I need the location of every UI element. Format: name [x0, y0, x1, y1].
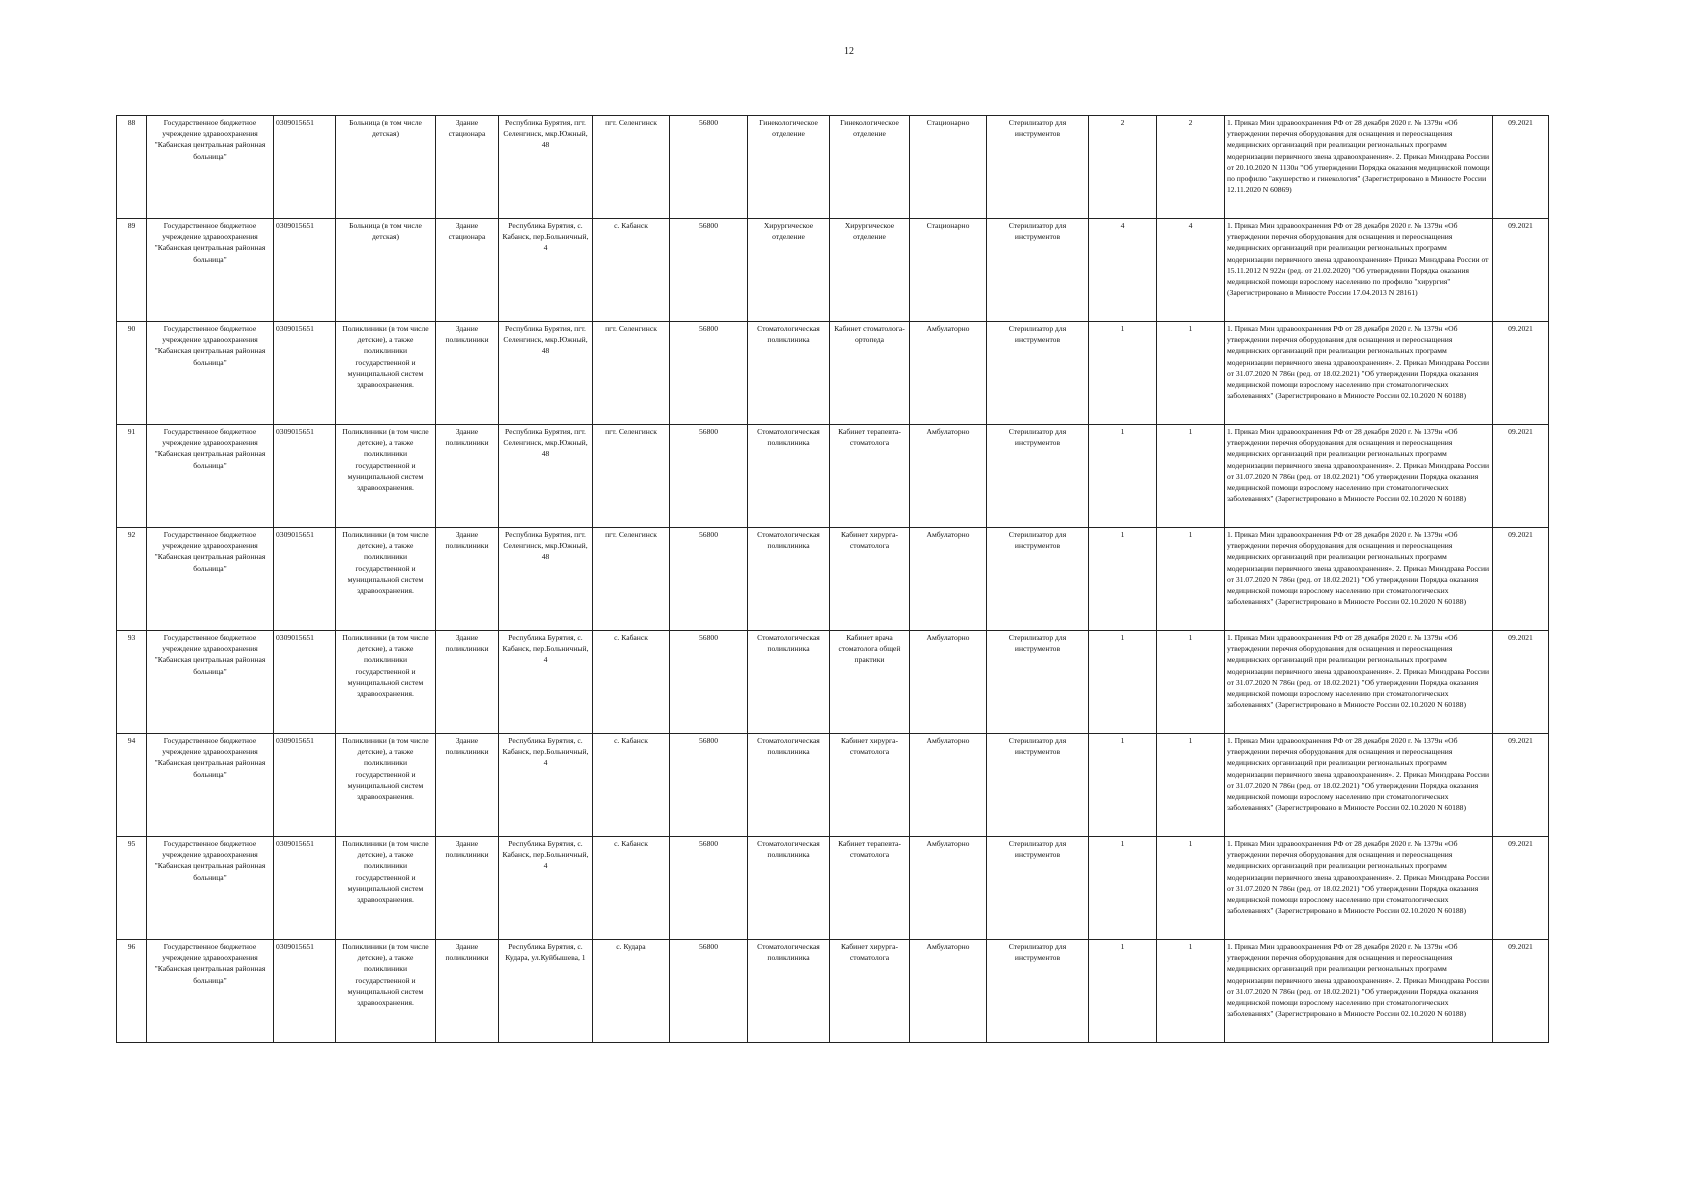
subdepartment-cell: Кабинет хирурга-стоматолога	[830, 940, 910, 1043]
oktmo-code-cell: 56800	[670, 631, 748, 734]
settlement-cell: с. Кабанск	[593, 837, 670, 940]
oktmo-code-cell: 56800	[670, 940, 748, 1043]
inn-code-cell: 0309015651	[274, 528, 336, 631]
care-form-cell: Амбулаторно	[910, 322, 987, 425]
equipment-name-cell: Стерилизатор для инструментов	[987, 219, 1089, 322]
oktmo-code-cell: 56800	[670, 219, 748, 322]
organization-name-cell: Государственное бюджетное учреждение здравоохранения "Кабанская центральная районная больница"	[147, 425, 274, 528]
table-row	[117, 631, 1549, 734]
row-number-cell: 95	[117, 837, 147, 940]
department-cell: Стоматологическая поликлиника	[748, 631, 830, 734]
subdepartment-cell: Хирургическое отделение	[830, 219, 910, 322]
delivery-date-cell: 09.2021	[1493, 425, 1549, 528]
inn-code-cell: 0309015651	[274, 940, 336, 1043]
settlement-cell: пгт. Селенгинск	[593, 528, 670, 631]
building-type-cell: Здание поликлиники	[436, 940, 499, 1043]
quantity-planned-cell: 1	[1157, 734, 1225, 837]
subdepartment-cell: Кабинет терапевта-стоматолога	[830, 425, 910, 528]
quantity-planned-cell: 1	[1157, 940, 1225, 1043]
care-form-cell: Стационарно	[910, 116, 987, 219]
delivery-date-cell: 09.2021	[1493, 116, 1549, 219]
subdepartment-cell: Гинекологическое отделение	[830, 116, 910, 219]
legal-basis-cell: 1. Приказ Мин здравоохранения РФ от 28 декабря 2020 г. № 1379н «Об утверждении перечня оборудования для оснащения и переоснащения медицинских организаций при реализации региональных программ модернизации первичного звена здравоохранения». 2. Приказ Минздрава России от 31.07.2020 N 786н (ред. от 18.02.2021) "Об утверждении Порядка оказания медицинской помощи взрослому населению при стоматологических заболеваниях" (Зарегистрировано в Минюсте России 02.10.2020 N 60188)	[1225, 528, 1493, 631]
quantity-required-cell: 1	[1089, 425, 1157, 528]
address-cell: Республика Бурятия, пгт. Селенгинск, мкр.Южный, 48	[499, 322, 593, 425]
department-cell: Стоматологическая поликлиника	[748, 837, 830, 940]
oktmo-code-cell: 56800	[670, 425, 748, 528]
department-cell: Стоматологическая поликлиника	[748, 940, 830, 1043]
row-number-cell: 94	[117, 734, 147, 837]
legal-basis-cell: 1. Приказ Мин здравоохранения РФ от 28 декабря 2020 г. № 1379н «Об утверждении перечня оборудования для оснащения и переоснащения медицинских организаций при реализации региональных программ модернизации первичного звена здравоохранения». 2. Приказ Минздрава России от 31.07.2020 N 786н (ред. от 18.02.2021) "Об утверждении Порядка оказания медицинской помощи взрослому населению при стоматологических заболеваниях" (Зарегистрировано в Минюсте России 02.10.2020 N 60188)	[1225, 631, 1493, 734]
quantity-required-cell: 1	[1089, 940, 1157, 1043]
delivery-date-cell: 09.2021	[1493, 734, 1549, 837]
table-row	[117, 940, 1549, 1043]
building-type-cell: Здание поликлиники	[436, 425, 499, 528]
oktmo-code-cell: 56800	[670, 837, 748, 940]
inn-code-cell: 0309015651	[274, 425, 336, 528]
care-form-cell: Амбулаторно	[910, 734, 987, 837]
care-form-cell: Амбулаторно	[910, 425, 987, 528]
inn-code-cell: 0309015651	[274, 219, 336, 322]
quantity-required-cell: 2	[1089, 116, 1157, 219]
delivery-date-cell: 09.2021	[1493, 631, 1549, 734]
facility-type-cell: Поликлиники (в том числе детские), а также поликлиники государственной и муниципальной систем здравоохранения.	[336, 940, 436, 1043]
quantity-required-cell: 1	[1089, 631, 1157, 734]
oktmo-code-cell: 56800	[670, 528, 748, 631]
table-row	[117, 837, 1549, 940]
table-row	[117, 219, 1549, 322]
equipment-name-cell: Стерилизатор для инструментов	[987, 837, 1089, 940]
organization-name-cell: Государственное бюджетное учреждение здравоохранения "Кабанская центральная районная больница"	[147, 631, 274, 734]
delivery-date-cell: 09.2021	[1493, 219, 1549, 322]
table-row	[117, 528, 1549, 631]
equipment-name-cell: Стерилизатор для инструментов	[987, 631, 1089, 734]
delivery-date-cell: 09.2021	[1493, 528, 1549, 631]
delivery-date-cell: 09.2021	[1493, 837, 1549, 940]
care-form-cell: Амбулаторно	[910, 631, 987, 734]
row-number-cell: 96	[117, 940, 147, 1043]
subdepartment-cell: Кабинет хирурга-стоматолога	[830, 734, 910, 837]
subdepartment-cell: Кабинет стоматолога-ортопеда	[830, 322, 910, 425]
department-cell: Гинекологическое отделение	[748, 116, 830, 219]
inn-code-cell: 0309015651	[274, 116, 336, 219]
row-number-cell: 90	[117, 322, 147, 425]
table-row	[117, 734, 1549, 837]
care-form-cell: Стационарно	[910, 219, 987, 322]
inn-code-cell: 0309015651	[274, 837, 336, 940]
subdepartment-cell: Кабинет хирурга-стоматолога	[830, 528, 910, 631]
settlement-cell: с. Кабанск	[593, 734, 670, 837]
quantity-planned-cell: 1	[1157, 528, 1225, 631]
building-type-cell: Здание поликлиники	[436, 322, 499, 425]
equipment-name-cell: Стерилизатор для инструментов	[987, 425, 1089, 528]
table-row	[117, 322, 1549, 425]
address-cell: Республика Бурятия, с. Кабанск, пер.Больничный, 4	[499, 734, 593, 837]
care-form-cell: Амбулаторно	[910, 940, 987, 1043]
department-cell: Стоматологическая поликлиника	[748, 528, 830, 631]
inn-code-cell: 0309015651	[274, 322, 336, 425]
organization-name-cell: Государственное бюджетное учреждение здравоохранения "Кабанская центральная районная больница"	[147, 734, 274, 837]
subdepartment-cell: Кабинет врача стоматолога общей практики	[830, 631, 910, 734]
care-form-cell: Амбулаторно	[910, 528, 987, 631]
building-type-cell: Здание стационара	[436, 219, 499, 322]
row-number-cell: 93	[117, 631, 147, 734]
department-cell: Стоматологическая поликлиника	[748, 425, 830, 528]
inn-code-cell: 0309015651	[274, 631, 336, 734]
inn-code-cell: 0309015651	[274, 734, 336, 837]
address-cell: Республика Бурятия, пгт. Селенгинск, мкр.Южный, 48	[499, 528, 593, 631]
quantity-planned-cell: 1	[1157, 322, 1225, 425]
delivery-date-cell: 09.2021	[1493, 322, 1549, 425]
quantity-planned-cell: 1	[1157, 631, 1225, 734]
quantity-required-cell: 1	[1089, 734, 1157, 837]
facility-type-cell: Поликлиники (в том числе детские), а также поликлиники государственной и муниципальной систем здравоохранения.	[336, 425, 436, 528]
delivery-date-cell: 09.2021	[1493, 940, 1549, 1043]
building-type-cell: Здание поликлиники	[436, 734, 499, 837]
settlement-cell: с. Кудара	[593, 940, 670, 1043]
legal-basis-cell: 1. Приказ Мин здравоохранения РФ от 28 декабря 2020 г. № 1379н «Об утверждении перечня оборудования для оснащения и переоснащения медицинских организаций при реализации региональных программ модернизации первичного звена здравоохранения». 2. Приказ Минздрава России от 31.07.2020 N 786н (ред. от 18.02.2021) "Об утверждении Порядка оказания медицинской помощи взрослому населению при стоматологических заболеваниях" (Зарегистрировано в Минюсте России 02.10.2020 N 60188)	[1225, 322, 1493, 425]
organization-name-cell: Государственное бюджетное учреждение здравоохранения "Кабанская центральная районная больница"	[147, 116, 274, 219]
oktmo-code-cell: 56800	[670, 734, 748, 837]
quantity-required-cell: 1	[1089, 837, 1157, 940]
address-cell: Республика Бурятия, с. Кабанск, пер.Больничный, 4	[499, 219, 593, 322]
address-cell: Республика Бурятия, с. Кудара, ул.Куйбышева, 1	[499, 940, 593, 1043]
quantity-required-cell: 1	[1089, 528, 1157, 631]
building-type-cell: Здание поликлиники	[436, 631, 499, 734]
page-number: 12	[844, 46, 854, 57]
equipment-name-cell: Стерилизатор для инструментов	[987, 528, 1089, 631]
organization-name-cell: Государственное бюджетное учреждение здравоохранения "Кабанская центральная районная больница"	[147, 322, 274, 425]
facility-type-cell: Поликлиники (в том числе детские), а также поликлиники государственной и муниципальной систем здравоохранения.	[336, 631, 436, 734]
quantity-required-cell: 1	[1089, 322, 1157, 425]
facility-type-cell: Больница (в том числе детская)	[336, 116, 436, 219]
legal-basis-cell: 1. Приказ Мин здравоохранения РФ от 28 декабря 2020 г. № 1379н «Об утверждении перечня оборудования для оснащения и переоснащения медицинских организаций при реализации региональных программ модернизации первичного звена здравоохранения» Приказ Минздрава России от 15.11.2012 N 922н (ред. от 21.02.2020) "Об утверждении Порядка оказания медицинской помощи взрослому населению по профилю "хирургия" (Зарегистрировано в Минюсте России 17.04.2013 N 28161)	[1225, 219, 1493, 322]
quantity-planned-cell: 1	[1157, 837, 1225, 940]
settlement-cell: с. Кабанск	[593, 631, 670, 734]
settlement-cell: пгт. Селенгинск	[593, 322, 670, 425]
equipment-name-cell: Стерилизатор для инструментов	[987, 734, 1089, 837]
settlement-cell: пгт. Селенгинск	[593, 116, 670, 219]
equipment-name-cell: Стерилизатор для инструментов	[987, 940, 1089, 1043]
equipment-name-cell: Стерилизатор для инструментов	[987, 116, 1089, 219]
address-cell: Республика Бурятия, с. Кабанск, пер.Больничный, 4	[499, 837, 593, 940]
organization-name-cell: Государственное бюджетное учреждение здравоохранения "Кабанская центральная районная больница"	[147, 837, 274, 940]
row-number-cell: 89	[117, 219, 147, 322]
equipment-name-cell: Стерилизатор для инструментов	[987, 322, 1089, 425]
row-number-cell: 88	[117, 116, 147, 219]
row-number-cell: 92	[117, 528, 147, 631]
quantity-planned-cell: 2	[1157, 116, 1225, 219]
department-cell: Стоматологическая поликлиника	[748, 322, 830, 425]
department-cell: Хирургическое отделение	[748, 219, 830, 322]
care-form-cell: Амбулаторно	[910, 837, 987, 940]
legal-basis-cell: 1. Приказ Мин здравоохранения РФ от 28 декабря 2020 г. № 1379н «Об утверждении перечня оборудования для оснащения и переоснащения медицинских организаций при реализации региональных программ модернизации первичного звена здравоохранения». 2. Приказ Минздрава России от 31.07.2020 N 786н (ред. от 18.02.2021) "Об утверждении Порядка оказания медицинской помощи взрослому населению при стоматологических заболеваниях" (Зарегистрировано в Минюсте России 02.10.2020 N 60188)	[1225, 837, 1493, 940]
facility-type-cell: Поликлиники (в том числе детские), а также поликлиники государственной и муниципальной систем здравоохранения.	[336, 837, 436, 940]
facility-type-cell: Поликлиники (в том числе детские), а также поликлиники государственной и муниципальной систем здравоохранения.	[336, 734, 436, 837]
building-type-cell: Здание поликлиники	[436, 837, 499, 940]
subdepartment-cell: Кабинет терапевта-стоматолога	[830, 837, 910, 940]
table-row	[117, 425, 1549, 528]
legal-basis-cell: 1. Приказ Мин здравоохранения РФ от 28 декабря 2020 г. № 1379н «Об утверждении перечня оборудования для оснащения и переоснащения медицинских организаций при реализации региональных программ модернизации первичного звена здравоохранения». 2. Приказ Минздрава России от 31.07.2020 N 786н (ред. от 18.02.2021) "Об утверждении Порядка оказания медицинской помощи взрослому населению при стоматологических заболеваниях" (Зарегистрировано в Минюсте России 02.10.2020 N 60188)	[1225, 425, 1493, 528]
facility-type-cell: Больница (в том числе детская)	[336, 219, 436, 322]
organization-name-cell: Государственное бюджетное учреждение здравоохранения "Кабанская центральная районная больница"	[147, 219, 274, 322]
row-number-cell: 91	[117, 425, 147, 528]
settlement-cell: пгт. Селенгинск	[593, 425, 670, 528]
oktmo-code-cell: 56800	[670, 322, 748, 425]
oktmo-code-cell: 56800	[670, 116, 748, 219]
building-type-cell: Здание поликлиники	[436, 528, 499, 631]
address-cell: Республика Бурятия, пгт. Селенгинск, мкр.Южный, 48	[499, 116, 593, 219]
department-cell: Стоматологическая поликлиника	[748, 734, 830, 837]
organization-name-cell: Государственное бюджетное учреждение здравоохранения "Кабанская центральная районная больница"	[147, 528, 274, 631]
quantity-required-cell: 4	[1089, 219, 1157, 322]
facility-type-cell: Поликлиники (в том числе детские), а также поликлиники государственной и муниципальной систем здравоохранения.	[336, 322, 436, 425]
organization-name-cell: Государственное бюджетное учреждение здравоохранения "Кабанская центральная районная больница"	[147, 940, 274, 1043]
quantity-planned-cell: 1	[1157, 425, 1225, 528]
equipment-table	[116, 115, 1549, 1043]
settlement-cell: с. Кабанск	[593, 219, 670, 322]
building-type-cell: Здание стационара	[436, 116, 499, 219]
legal-basis-cell: 1. Приказ Мин здравоохранения РФ от 28 декабря 2020 г. № 1379н «Об утверждении перечня оборудования для оснащения и переоснащения медицинских организаций при реализации региональных программ модернизации первичного звена здравоохранения». 2. Приказ Минздрава России от 31.07.2020 N 786н (ред. от 18.02.2021) "Об утверждении Порядка оказания медицинской помощи взрослому населению при стоматологических заболеваниях" (Зарегистрировано в Минюсте России 02.10.2020 N 60188)	[1225, 734, 1493, 837]
legal-basis-cell: 1. Приказ Мин здравоохранения РФ от 28 декабря 2020 г. № 1379н «Об утверждении перечня оборудования для оснащения и переоснащения медицинских организаций при реализации региональных программ модернизации первичного звена здравоохранения». 2. Приказ Минздрава России от 20.10.2020 N 1130н "Об утверждении Порядка оказания медицинской помощи по профилю "акушерство и гинекология" (Зарегистрировано в Минюсте России 12.11.2020 N 60869)	[1225, 116, 1493, 219]
legal-basis-cell: 1. Приказ Мин здравоохранения РФ от 28 декабря 2020 г. № 1379н «Об утверждении перечня оборудования для оснащения и переоснащения медицинских организаций при реализации региональных программ модернизации первичного звена здравоохранения». 2. Приказ Минздрава России от 31.07.2020 N 786н (ред. от 18.02.2021) "Об утверждении Порядка оказания медицинской помощи взрослому населению при стоматологических заболеваниях" (Зарегистрировано в Минюсте России 02.10.2020 N 60188)	[1225, 940, 1493, 1043]
table-row	[117, 116, 1549, 219]
facility-type-cell: Поликлиники (в том числе детские), а также поликлиники государственной и муниципальной систем здравоохранения.	[336, 528, 436, 631]
address-cell: Республика Бурятия, с. Кабанск, пер.Больничный, 4	[499, 631, 593, 734]
quantity-planned-cell: 4	[1157, 219, 1225, 322]
address-cell: Республика Бурятия, пгт. Селенгинск, мкр.Южный, 48	[499, 425, 593, 528]
